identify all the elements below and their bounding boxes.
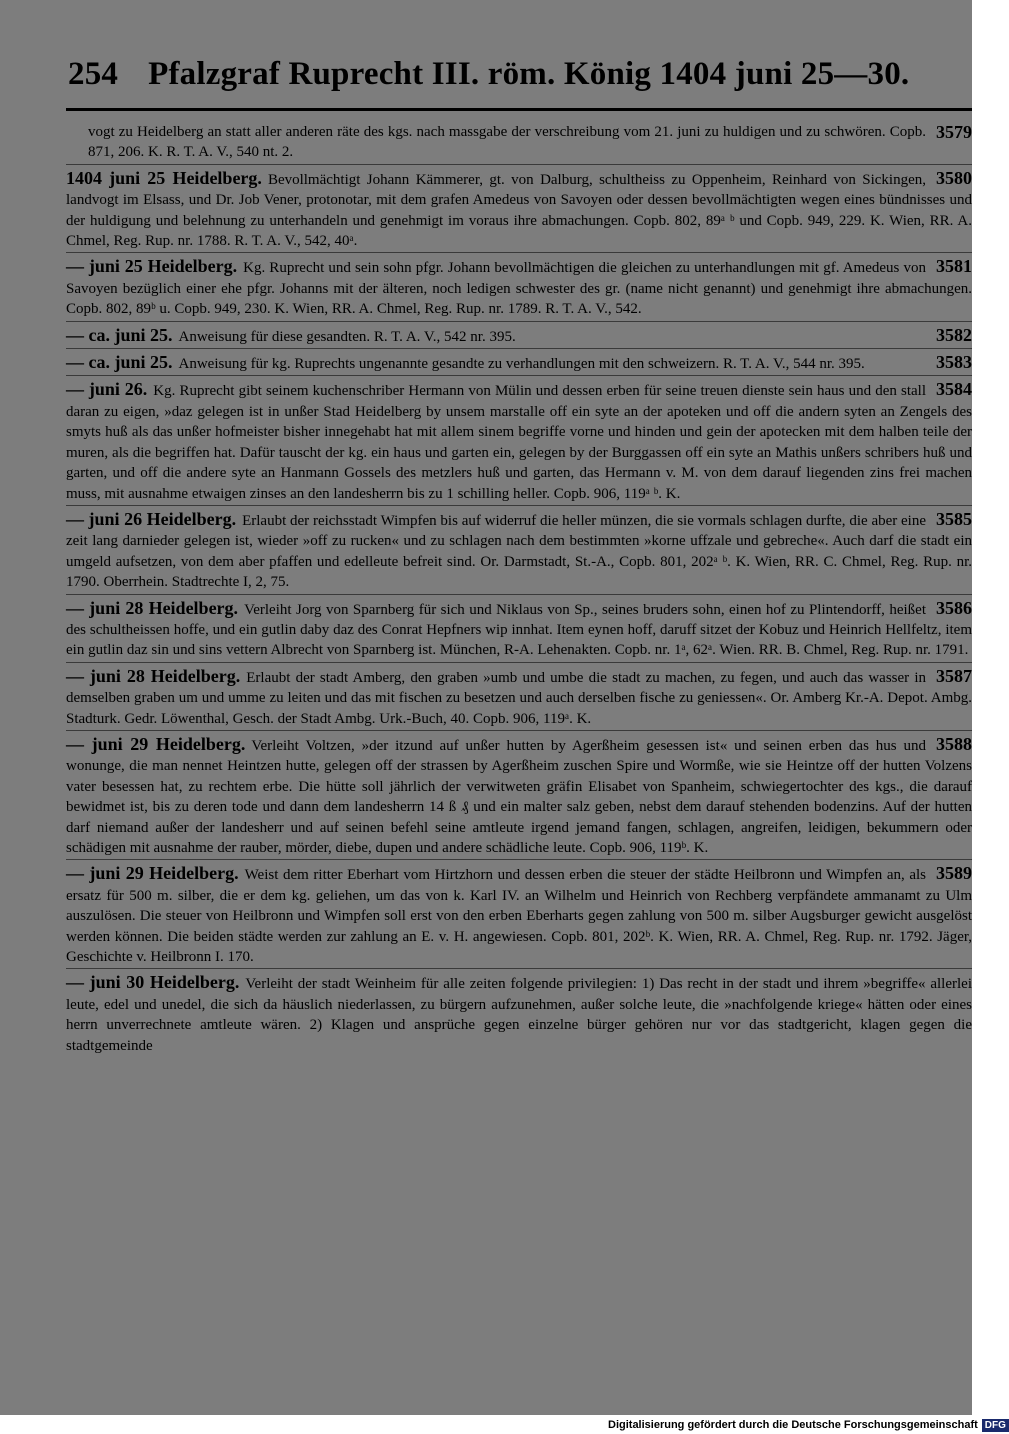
regest-number: 3585 [936, 508, 972, 529]
regest-number: 3583 [936, 352, 972, 373]
regest-date: — juni 29 Heidelberg. [66, 733, 246, 754]
regest-entry [66, 168, 972, 254]
regest-date: — juni 29 Heidelberg. [66, 863, 239, 884]
regest-number: 3587 [936, 665, 972, 686]
regest-text: Erlaubt der reichsstadt Wimpfen bis auf widerruf die heller münzen, die sie vormals schlagen durfte, die aber eine zeit lang darnieder gelegen ist, wieder »off zu rucken« und zu schlagen nach dem bestimmten »korne uffzale und gebreche«. Auch darf die stadt ein umgeld aufsetzen, von dem aber pfaffen und edelleute befreit sind. Or. Darmstadt, St.-A., Copb. 801, 202ᵃ ᵇ. K. Wien, RR. C. Chmel, Reg. Rup. nr. 1790. Oberrhein. Stadtrechte I, 2, 75. [66, 512, 972, 591]
regest-entry [66, 666, 972, 731]
page-number: 254 [68, 56, 119, 92]
regest-text: Anweisung für diese gesandten. R. T. A. V., 542 nr. 395. [178, 328, 516, 345]
regest-date: 1404 juni 25 Heidelberg. [66, 167, 262, 188]
regest-number: 3580 [936, 167, 972, 188]
regesta-list [66, 122, 972, 1060]
regest-date: — juni 25 Heidelberg. [66, 256, 238, 277]
regest-number: 3582 [936, 324, 972, 345]
regest-text: Verleiht der stadt Weinheim für alle zeiten folgende privilegien: 1) Das recht in der stadt und ihrem »begriffe« allerlei leute, edel und unedel, die sich da häuslich niederlassen, zu bürgern aufzunehmen, außer solche leute, die »nachfolgende kriege« hätten oder eines herrn unverrechnete amtleute wären. 2) Klagen und ansprüche gegen einzelne bürger gehören nur vor das stadtgericht, klagen gegen die stadtgemeinde [66, 976, 972, 1054]
regest-number: 3581 [936, 256, 972, 277]
regest-text: Verleiht Jorg von Sparnberg für sich und Niklaus von Sp., seines bruders sohn, einen hof zu Plintendorff, heißet des schultheissen hoffe, und ein gutlin daby daz des Conrat Hepfners wip innhat. Item eynen hoff, daruff sitzet der Kobuz und Heinrich Hellfeltz, item ein gutlin daz sin und sins vettern Albrecht von Sparnberg ist. München, R-A. Lehenakten. Copb. nr. 1ᵃ, 62ᵃ. Wien. RR. B. Chmel, Reg. Rup. nr. 1791. [66, 601, 972, 659]
regest-entry [66, 509, 972, 595]
regest-entry [66, 379, 972, 505]
regest-text: Bevollmächtigt Johann Kämmerer, gt. von Dalburg, schultheiss zu Oppenheim, Reinhard von Sickingen, landvogt im Elsass, und Dr. Job Vener, protonotar, mit dem grafen Amedeus von Savoyen oder dessen bevollmächtigten wegen eines bündnisses und der huldigung und belehnung zu unterhandeln und genehmigt im voraus ihre abmachungen. Copb. 802, 89ᵃ ᵇ und Copb. 949, 229. K. Wien, RR. A. Chmel, Reg. Rup. nr. 1788. R. T. A. V., 542, 40ᵃ. [66, 171, 972, 250]
regest-text: vogt zu Heidelberg an statt aller anderen räte des kgs. nach massgabe der verschreibung vom 21. juni zu huldigen und zu schwören. Copb. 871, 206. K. R. T. A. V., 540 nt. 2. [88, 124, 926, 161]
regest-text: Erlaubt der stadt Amberg, den graben »umb und umbe die stadt zu machen, zu fegen, und auch das wasser in demselben graben um und umme zu leiten und das mit fischen zu besetzen und auch derselben fische zu geniessen«. Or. Amberg Kr.-A. Depot. Ambg. Stadturk. Gedr. Löwenthal, Gesch. der Stadt Ambg. Urk.-Buch, 40. Copb. 906, 119ᵃ. K. [66, 669, 972, 727]
regest-entry [66, 256, 972, 321]
regest-text: Weist dem ritter Eberhart vom Hirtzhorn und dessen erben die steuer der städte Heilbronn und Wimpfen an, als ersatz für 500 m. silber, die er dem kg. geliehen, um das von k. Karl IV. an Wilhelm und Heinrich von Rechberg verpfändete ammanamt zu Ulm auszulösen. Die steuer von Heilbronn und Wimpfen soll erst von den erben Eberharts gegen zahlung von 500 m. silber Augsburger gewicht ausgelöst werden können. Die beiden städte werden zur zahlung an E. v. H. angewiesen. Copb. 801, 202ᵇ. K. Wien, RR. A. Chmel, Reg. Rup. nr. 1792. Jäger, Geschichte v. Heilbronn I. 170. [66, 867, 972, 966]
regest-date: — juni 28 Heidelberg. [66, 597, 239, 618]
regest-number: 3584 [936, 379, 972, 400]
regest-entry [66, 598, 972, 663]
footer-text: Digitalisierung gefördert durch die Deutsche Forschungsgemeinschaft [608, 1419, 978, 1431]
regest-date: — juni 26. [66, 379, 148, 400]
dfg-footer [608, 1417, 1006, 1434]
regest-entry [66, 863, 972, 969]
regest-date: — juni 30 Heidelberg. [66, 972, 240, 993]
regest-date: — ca. juni 25. [66, 324, 173, 345]
regest-text: Anweisung für kg. Ruprechts ungenannte gesandte zu verhandlungen mit den schweizern. R. T. A. V., 544 nr. 395. [178, 356, 865, 373]
page-header [68, 56, 968, 93]
regest-entry [66, 734, 972, 860]
regest-text: Verleiht Voltzen, »der itzund auf unßer hutten by Agerßheim gesessen ist« und seinen erben das hus und wonunge, die man nennet Heintzen hutte, gelegen off der strassen by Agerßheim zuschen Spire und Wormße, wie sie Heintze off der hutten Volzens vater besessen hat, zu rechtem erbe. Die hütte soll jährlich der verwitweten gräfin Elisabet von Spanheim, schwiegertochter des kgs., die darauf bewidmet ist, bis zu deren tode und dann dem landesherrn 14 ß ₰ und ein malter salz geben, nebst dem darauf stehenden bodenzins. Auf der hutten darf niemand außer der landesherr und auf seinen befehl seine amtleute irgend jemand fangen, schlagen, angreifen, leidigen, bekummern oder schädigen mit ausnahme der rauber, mörder, diebe, dupen und andere schädliche leute. Copb. 906, 119ᵇ. K. [66, 737, 972, 856]
regest-date: — ca. juni 25. [66, 352, 173, 373]
regest-text: Kg. Ruprecht gibt seinem kuchenschriber Hermann von Mülin und dessen erben für seine treuen dienste sein haus und den stall daran zu eigen, »daz gelegen ist in unßer Stad Heidelberg by unsem marstalle off ein syte an der apoteken und off die andern syten an Zengels des smyts huß als das unßer hofmeister bisher innegehabt hat mit allem sinem begriffe vorne und hinden und gein der apotecken mit dem halben teile der muren, als die begriffen hat. Dafür tauscht der kg. ein haus und garten ein, gelegen by der Burggassen off ein syte an Mathis unßers schribers huß und garten, und off die andere syte an Hanmann Gossels des metzlers huß und garten, das Hermann v. M. von dem darauf liegenden zins frei machen muss, mit ausnahme etwaigen zinses an den landesherrn bis zu 1 schilling heller. Copb. 906, 119ᵃ ᵇ. K. [66, 383, 972, 502]
regest-number: 3579 [936, 122, 972, 142]
regest-entry [66, 122, 972, 165]
header-rule [66, 108, 972, 111]
regest-number: 3589 [936, 863, 972, 884]
regest-entry [66, 325, 972, 349]
regest-number: 3586 [936, 597, 972, 618]
regest-entry [66, 352, 972, 376]
dfg-logo: DFG [982, 1419, 1009, 1432]
regest-date: — juni 28 Heidelberg. [66, 665, 241, 686]
regest-number: 3588 [936, 733, 972, 754]
regest-date: — juni 26 Heidelberg. [66, 508, 237, 529]
regest-entry [66, 972, 972, 1057]
page-title: Pfalzgraf Ruprecht III. röm. König 1404 juni 25—30. [148, 56, 910, 92]
regest-text: Kg. Ruprecht und sein sohn pfgr. Johann bevollmächtigen die gleichen zu unterhandlungen mit gf. Amedeus von Savoyen bezüglich einer ehe pfgr. Johanns mit der älteren, noch ledigen schwester des gr. (name nicht genannt) und genehmigt ihre abmachungen. Copb. 802, 89ᵇ u. Copb. 949, 230. K. Wien, RR. A. Chmel, Reg. Rup. nr. 1789. R. T. A. V., 542. [66, 260, 972, 318]
